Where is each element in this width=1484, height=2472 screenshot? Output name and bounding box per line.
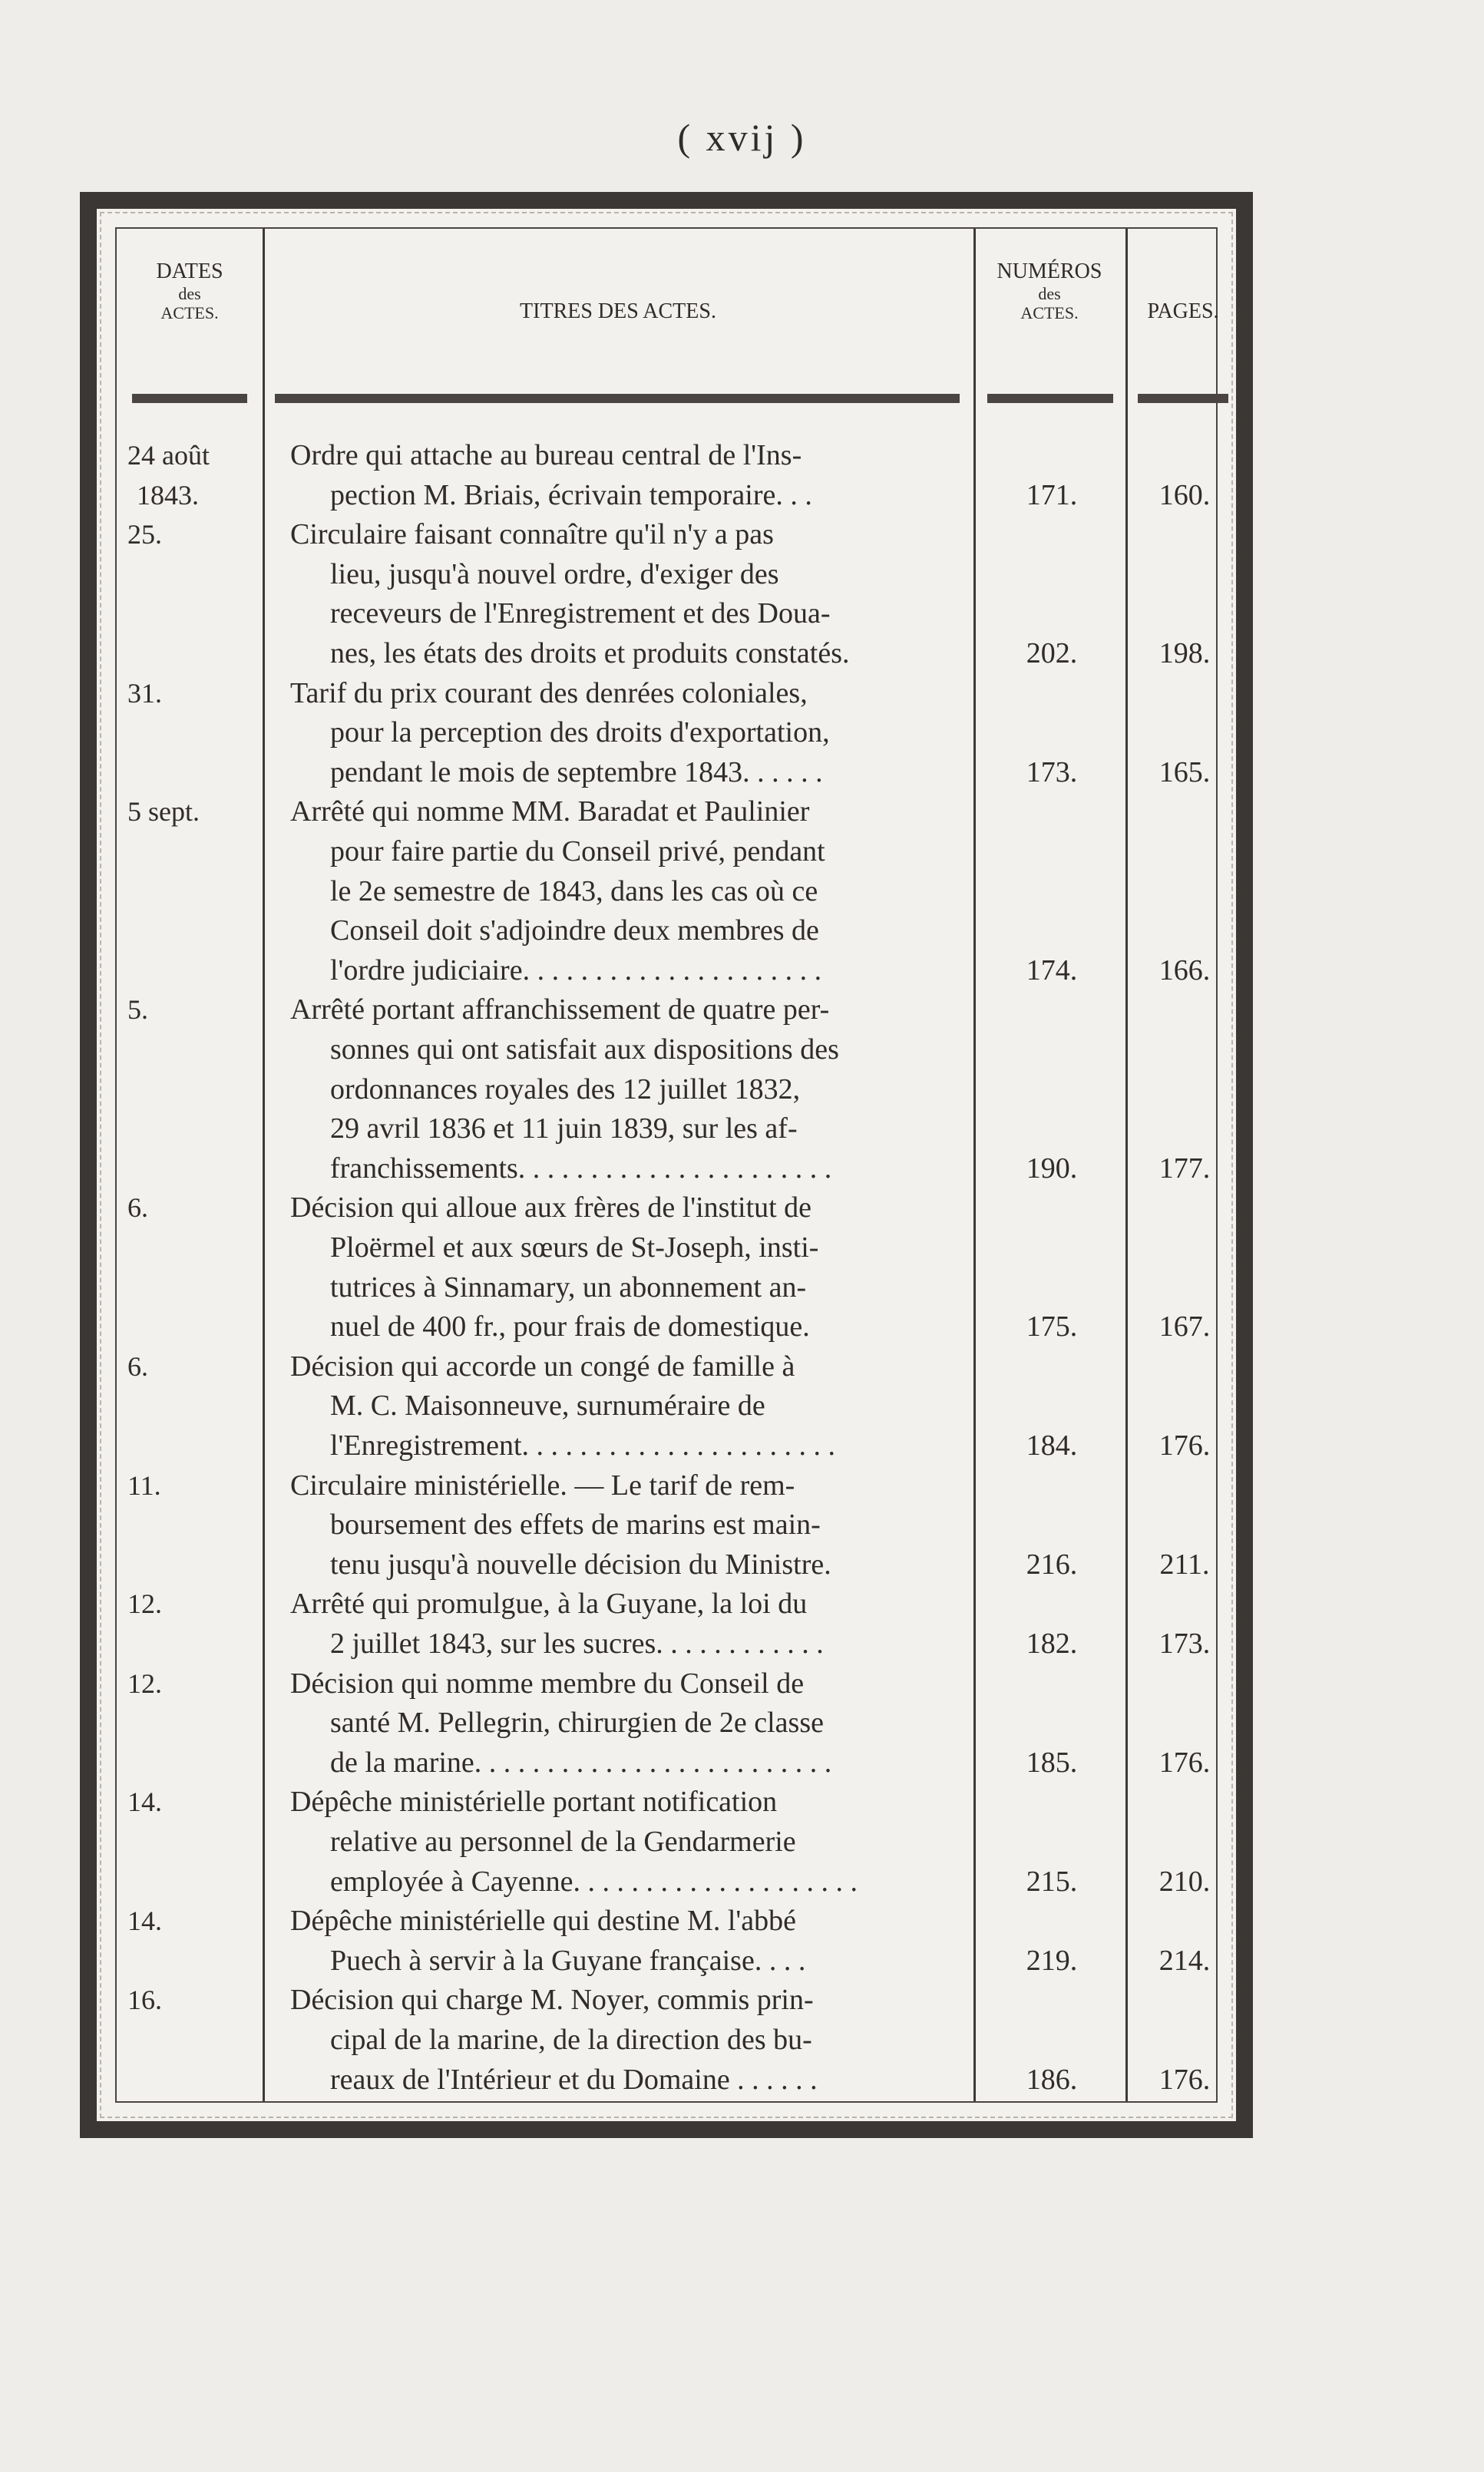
entry-date bbox=[127, 792, 243, 832]
entry-title-line: Tarif du prix courant des denrées coloniales, bbox=[290, 676, 808, 709]
entry-numero: 216. bbox=[1026, 1548, 1078, 1581]
entry-title-line: tutrices à Sinnamary, un abonnement an- bbox=[330, 1271, 807, 1304]
entry-date bbox=[127, 515, 243, 555]
entry-title-line: Conseil doit s'adjoindre deux membres de bbox=[330, 914, 819, 947]
entry-title bbox=[290, 515, 973, 673]
entry-page: 160. bbox=[1158, 478, 1211, 511]
entry-title bbox=[290, 792, 973, 990]
entry-page: 198. bbox=[1158, 636, 1211, 669]
header-numeros-line1: NUMÉROS bbox=[996, 259, 1102, 283]
header-numeros-line3: ACTES. bbox=[1020, 303, 1079, 323]
entry-title-line: Circulaire faisant connaître qu'il n'y a pas bbox=[290, 518, 774, 551]
entry-title-line: ordonnances royales des 12 juillet 1832, bbox=[330, 1072, 801, 1105]
entry-date-line: 16. bbox=[127, 1985, 162, 2016]
entry-numero: 173. bbox=[1026, 755, 1078, 788]
entry-title-line: le 2e semestre de 1843, dans les cas où ce bbox=[330, 874, 818, 907]
entry-numero: 186. bbox=[1026, 2063, 1078, 2096]
entry-title-line: nes, les états des droits et produits constatés. bbox=[330, 636, 850, 669]
entry-date bbox=[127, 1902, 243, 1942]
header-titles-label: TITRES DES ACTES. bbox=[520, 299, 716, 323]
entry-date bbox=[127, 1981, 243, 2021]
header-dates-line2: des bbox=[178, 284, 201, 304]
entry-numero: 174. bbox=[1026, 953, 1078, 986]
entry-date bbox=[127, 1664, 243, 1704]
entry-title-line: Dépêche ministérielle qui destine M. l'abbé bbox=[290, 1905, 796, 1938]
entry-title-line: lieu, jusqu'à nouvel ordre, d'exiger des bbox=[330, 557, 779, 590]
entry-title-line: Décision qui alloue aux frères de l'institut de bbox=[290, 1191, 812, 1224]
header-dates-line3: ACTES. bbox=[160, 303, 219, 323]
entry-title-line: Décision qui accorde un congé de famille à bbox=[290, 1350, 795, 1383]
header-rule bbox=[987, 394, 1113, 403]
entry-page: 173. bbox=[1158, 1627, 1211, 1660]
entry-page: 211. bbox=[1159, 1548, 1210, 1581]
entry-title-line: Ploërmel et aux sœurs de St-Joseph, insti- bbox=[330, 1231, 819, 1264]
entry-title-line: Ordre qui attache au bureau central de l'Ins- bbox=[290, 439, 802, 471]
column-divider bbox=[973, 229, 976, 2101]
entry-title-line: franchissements. . . . . . . . . . . . . . . . . . . . . . bbox=[330, 1152, 832, 1185]
entry-title-line: Puech à servir à la Guyane française. . . . bbox=[330, 1944, 806, 1977]
entry-title bbox=[290, 1664, 973, 1783]
table bbox=[115, 227, 1218, 2103]
header-rule bbox=[1138, 394, 1228, 403]
header-pages bbox=[1125, 299, 1241, 324]
entry-page: 176. bbox=[1158, 1746, 1211, 1779]
entry-title-line: 29 avril 1836 et 11 juin 1839, sur les af- bbox=[330, 1112, 798, 1145]
entry-date bbox=[127, 436, 243, 515]
entry-title-line: tenu jusqu'à nouvelle décision du Ministre. bbox=[330, 1548, 831, 1581]
header-dates-line1: DATES bbox=[156, 259, 223, 283]
entry-date bbox=[127, 674, 243, 714]
entry-numero: 185. bbox=[1026, 1746, 1078, 1779]
entry-title-line: M. C. Maisonneuve, surnuméraire de bbox=[330, 1390, 765, 1423]
entry-title bbox=[290, 674, 973, 793]
entry-title-line: nuel de 400 fr., pour frais de domestique. bbox=[330, 1310, 810, 1343]
entry-title bbox=[290, 1902, 973, 1981]
table-frame bbox=[80, 192, 1253, 2138]
entry-title-line: pection M. Briais, écrivain temporaire. . . bbox=[330, 478, 812, 511]
entry-numero: 219. bbox=[1026, 1944, 1078, 1977]
header-rule bbox=[275, 394, 960, 403]
entry-title-line: pour la perception des droits d'exportation, bbox=[330, 716, 830, 749]
entry-numero: 190. bbox=[1026, 1152, 1078, 1185]
entry-date-line: 24 août bbox=[127, 440, 210, 471]
header-rule bbox=[132, 394, 247, 403]
entry-title-line: employée à Cayenne. . . . . . . . . . . . . . . . . . . . bbox=[330, 1865, 858, 1898]
page-number: ( xvij ) bbox=[677, 116, 807, 159]
header-titles bbox=[263, 299, 973, 324]
entry-date-line: 12. bbox=[127, 1667, 162, 1699]
entry-title-line: Décision qui nomme membre du Conseil de bbox=[290, 1667, 805, 1700]
entry-title bbox=[290, 1347, 973, 1466]
entry-page: 214. bbox=[1158, 1944, 1211, 1977]
entry-title bbox=[290, 1585, 973, 1664]
entry-date-line: 6. bbox=[127, 1192, 148, 1224]
entry-title-line: pendant le mois de septembre 1843. . . . . . bbox=[330, 755, 823, 788]
entry-title-line: l'ordre judiciaire. . . . . . . . . . . . . . . . . . . . . bbox=[330, 953, 822, 986]
entry-title bbox=[290, 1981, 973, 2100]
entry-title-line: cipal de la marine, de la direction des bu- bbox=[330, 2023, 812, 2056]
entry-date-line: 31. bbox=[127, 677, 162, 709]
entry-date-line: 14. bbox=[127, 1786, 162, 1818]
entry-title-line: Arrêté qui nomme MM. Baradat et Paulinier bbox=[290, 795, 810, 828]
entry-numero: 184. bbox=[1026, 1429, 1078, 1462]
header-numeros-line2: des bbox=[1038, 284, 1061, 304]
entry-date-line: 6. bbox=[127, 1350, 148, 1382]
entry-date bbox=[127, 990, 243, 1030]
entry-title-line: sonnes qui ont satisfait aux dispositions des bbox=[330, 1033, 839, 1066]
entry-date-line: 12. bbox=[127, 1588, 162, 1620]
entry-title-line: boursement des effets de marins est main- bbox=[330, 1509, 821, 1542]
entry-title-line: 2 juillet 1843, sur les sucres. . . . . . . . . . . . bbox=[330, 1627, 824, 1660]
column-divider bbox=[263, 229, 265, 2101]
header-numeros bbox=[973, 259, 1125, 323]
entry-page: 210. bbox=[1158, 1865, 1211, 1898]
entry-title-line: de la marine. . . . . . . . . . . . . . . . . . . . . . . . . bbox=[330, 1746, 832, 1779]
entry-date bbox=[127, 1347, 243, 1387]
entry-numero: 182. bbox=[1026, 1627, 1078, 1660]
entry-page: 176. bbox=[1158, 1429, 1211, 1462]
entry-date bbox=[127, 1783, 243, 1823]
entry-title-line: santé M. Pellegrin, chirurgien de 2e classe bbox=[330, 1707, 824, 1740]
entry-title bbox=[290, 990, 973, 1188]
entry-page: 166. bbox=[1158, 953, 1211, 986]
entry-numero: 171. bbox=[1026, 478, 1078, 511]
entry-title bbox=[290, 1783, 973, 1902]
entry-date bbox=[127, 1188, 243, 1228]
entry-title-line: l'Enregistrement. . . . . . . . . . . . . . . . . . . . . . bbox=[330, 1429, 836, 1462]
entry-date bbox=[127, 1585, 243, 1624]
entry-date-line: 11. bbox=[127, 1469, 161, 1501]
entry-title-line: Circulaire ministérielle. — Le tarif de rem- bbox=[290, 1469, 795, 1502]
entry-numero: 202. bbox=[1026, 636, 1078, 669]
entry-title-line: pour faire partie du Conseil privé, pendant bbox=[330, 834, 825, 868]
entry-page: 177. bbox=[1158, 1152, 1211, 1185]
header-pages-label: PAGES. bbox=[1147, 299, 1219, 323]
entry-page: 176. bbox=[1158, 2063, 1211, 2096]
entry-title-line: Dépêche ministérielle portant notification bbox=[290, 1786, 778, 1819]
entry-date-line: 1843. bbox=[137, 479, 199, 511]
entry-date-line: 5. bbox=[127, 994, 148, 1026]
entry-title-line: Arrêté portant affranchissement de quatre per- bbox=[290, 993, 830, 1026]
entry-date-line: 25. bbox=[127, 519, 162, 550]
entry-title-line: Arrêté qui promulgue, à la Guyane, la loi du bbox=[290, 1588, 808, 1621]
entry-page: 165. bbox=[1158, 755, 1211, 788]
entry-title bbox=[290, 1466, 973, 1585]
entry-date bbox=[127, 1466, 243, 1506]
entry-page: 167. bbox=[1158, 1310, 1211, 1343]
entry-title-line: Décision qui charge M. Noyer, commis prin- bbox=[290, 1984, 814, 2017]
entry-title bbox=[290, 436, 973, 515]
entry-title-line: reaux de l'Intérieur et du Domaine . . . . . . bbox=[330, 2063, 818, 2096]
entry-date-line: 5 sept. bbox=[127, 796, 200, 828]
entry-numero: 215. bbox=[1026, 1865, 1078, 1898]
entry-date-line: 14. bbox=[127, 1905, 162, 1937]
entry-title-line: receveurs de l'Enregistrement et des Doua- bbox=[330, 597, 831, 630]
entry-title-line: relative au personnel de la Gendarmerie bbox=[330, 1825, 796, 1858]
header-dates bbox=[117, 259, 263, 323]
entry-numero: 175. bbox=[1026, 1310, 1078, 1343]
entry-title bbox=[290, 1188, 973, 1347]
